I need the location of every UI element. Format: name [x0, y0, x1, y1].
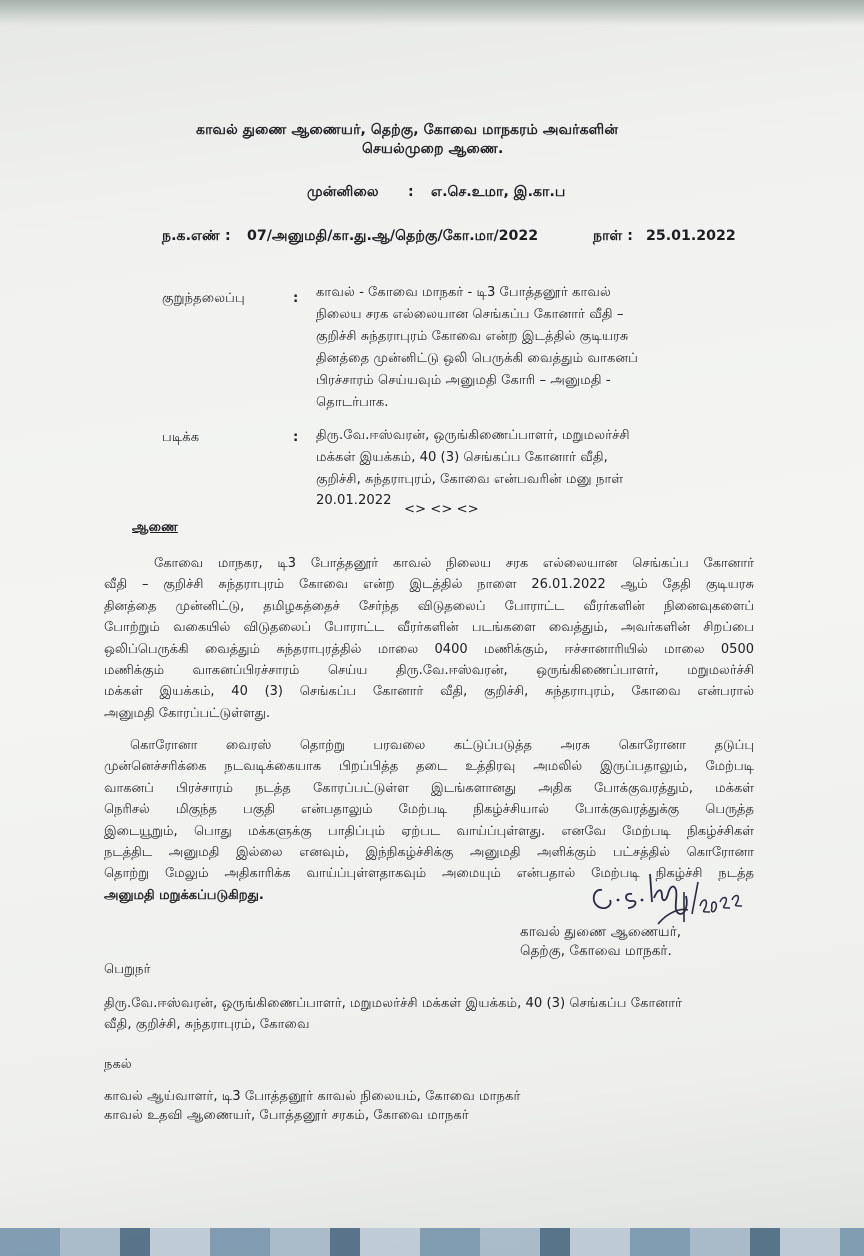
subject-line: பிரச்சாரம் செய்யவும் அனுமதி கோரி – அனுமதி - [316, 373, 611, 388]
subject-colon: : [293, 291, 299, 306]
read-line: குறிச்சி, சுந்தராபுரம், கோவை என்பவரின் மனு நாள் [316, 472, 624, 487]
background-strip [0, 1228, 864, 1256]
recipient-label: பெறுநர் [104, 962, 151, 977]
copy-line-2: காவல் உதவி ஆணையர், போத்தனூர் சரகம், கோவை மாநகர் [104, 1108, 469, 1123]
order-paragraph-line: அனுமதி மறுக்கப்படுகிறது. [104, 887, 264, 903]
order-heading: ஆணை [132, 520, 178, 535]
subject-line: நிலைய சரக எல்லையான செங்கப்ப கோனார் வீதி – [316, 307, 624, 322]
order-paragraph-line: கொரோனா வைரஸ் தொற்று பரவலை கட்டுப்படுத்த அரசு கொரோனா தடுப்பு [130, 738, 754, 753]
read-line: 20.01.2022 [316, 493, 392, 508]
page-top-shadow [0, 0, 864, 26]
recipient-line-1: திரு.வே.ஈஸ்வரன், ஒருங்கிணைப்பாளர், மறுமலர்ச்சி மக்கள் இயக்கம், 40 (3) செங்கப்ப கோனார் [104, 996, 682, 1011]
presence-value: எ.செ.உமா, இ.கா.ப [431, 184, 566, 200]
copy-label: நகல் [104, 1057, 132, 1072]
read-line: திரு.வே.ஈஸ்வரன், ஒருங்கிணைப்பாளர், மறுமலர்ச்சி [316, 428, 630, 443]
reference-label: ந.க.எண் : [162, 228, 231, 244]
order-paragraph-line: அனுமதி கோரப்பட்டுள்ளது. [104, 705, 270, 721]
signature-scribble [588, 868, 748, 930]
read-colon: : [293, 430, 299, 445]
order-paragraph-line: ஒலிப்பெருக்கி வைத்தும் சுந்தராபுரத்தில் மாலை 0400 மணிக்கும், ஈச்சானாரியில் மாலை 0500 [104, 641, 754, 657]
order-paragraph-line: முன்னெச்சரிக்கை நடவடிக்கையாக பிறப்பித்த தடை உத்திரவு அமலில் இருப்பதாலும், மேற்படி [104, 759, 754, 775]
order-paragraph-line: வாகனப் பிரச்சாரம் நடத்த கோரப்பட்டுள்ள இடங்களானது அதிக போக்குவரத்தும், மக்கள் [104, 780, 754, 796]
order-paragraph-line: நெரிசல் மிகுந்த பகுதி என்பதாலும் மேற்படி நிகழ்ச்சியால் போக்குவரத்துக்கு பெருத்த [104, 802, 754, 818]
read-separator: <> <> <> [404, 502, 479, 517]
header-line-2: செயல்முறை ஆணை. [362, 141, 504, 157]
order-paragraph-1 [104, 553, 754, 724]
reference-date: 25.01.2022 [646, 228, 736, 244]
recipient-line-2: வீதி, குறிச்சி, சுந்தராபுரம், கோவை [104, 1017, 310, 1032]
header-line-1: காவல் துணை ஆணையர், தெற்கு, கோவை மாநகரம் அவர்களின் [196, 122, 619, 138]
order-paragraph-line: கோவை மாநகர, டி3 போத்தனூர் காவல் நிலைய சரக எல்லையான செங்கப்ப கோனார் [154, 556, 754, 571]
order-paragraph-line: இடையூறும், பொது மக்களுக்கு பாதிப்பும் ஏற்பட வாய்ப்புள்ளது. எனவே மேற்படி நிகழ்ச்சிகள் [104, 823, 754, 839]
reference-date-label: நாள் : [593, 228, 633, 244]
order-paragraph-line: நடத்திட அனுமதி இல்லை எனவும், இந்நிகழ்ச்சிக்கு அனுமதி அளிக்கும் பட்சத்தில் கொரோனா [104, 845, 754, 861]
order-paragraph-line: மக்கள் இயக்கம், 40 (3) செங்கப்ப கோனார் வீதி, குறிச்சி, சுந்தராபுரம், கோவை என்பரால் [104, 684, 754, 700]
presence-colon: : [408, 184, 414, 200]
reference-number: 07/அனுமதி/கா.து.ஆ/தெற்கு/கோ.மா/2022 [247, 228, 539, 244]
order-paragraph-line: தினத்தை முன்னிட்டு, தமிழகத்தைச் சேர்ந்த விடுதலைப் போராட்ட வீரர்களின் நினைவுகளைப் [104, 598, 754, 614]
order-paragraph-line: தொற்று மேலும் அதிகாரிக்க வாய்ப்புள்ளதாகவும் அமையும் என்பதால் மேற்படி நிகழ்ச்சி நடத்த [104, 866, 754, 882]
subject-line: தினத்தை முன்னிட்டு ஒலி பெருக்கி வைத்தும் வாகனப் [316, 351, 638, 366]
subject-line: காவல் - கோவை மாநகர் - டி3 போத்தனூர் காவல் [316, 285, 611, 300]
presence-label: முன்னிலை [307, 184, 379, 200]
subject-line: தொடர்பாக. [316, 395, 389, 410]
order-paragraph-line: வீதி – குறிச்சி சுந்தராபுரம் கோவை என்ற இடத்தில் நாளை 26.01.2022 ஆம் தேதி குடியரசு [104, 577, 754, 593]
signatory-title-line-2: தெற்கு, கோவை மாநகர். [520, 943, 672, 959]
copy-line-1: காவல் ஆய்வாளர், டி3 போத்தனூர் காவல் நிலையம், கோவை மாநகர் [104, 1089, 521, 1104]
read-line: மக்கள் இயக்கம், 40 (3) செங்கப்ப கோனார் வீதி, [316, 450, 608, 465]
subject-label: குறுந்தலைப்பு [162, 291, 245, 306]
subject-line: குறிச்சி சுந்தராபுரம் கோவை என்ற இடத்தில் குடியரசு [316, 329, 629, 344]
read-label: படிக்க [162, 430, 200, 445]
signatory-title-line-1: காவல் துணை ஆணையர், [520, 924, 682, 940]
order-paragraph-line: மணிக்கும் வாகனப்பிரச்சாரம் செய்ய திரு.வே.ஈஸ்வரன், ஒருங்கிணைப்பாளர், மறுமலர்ச்சி [104, 663, 754, 679]
order-paragraph-line: போற்றும் வகையில் விடுதலைப் போராட்ட வீரர்களின் படங்களை வைத்தும், அவர்களின் சிறப்பை [104, 620, 754, 636]
